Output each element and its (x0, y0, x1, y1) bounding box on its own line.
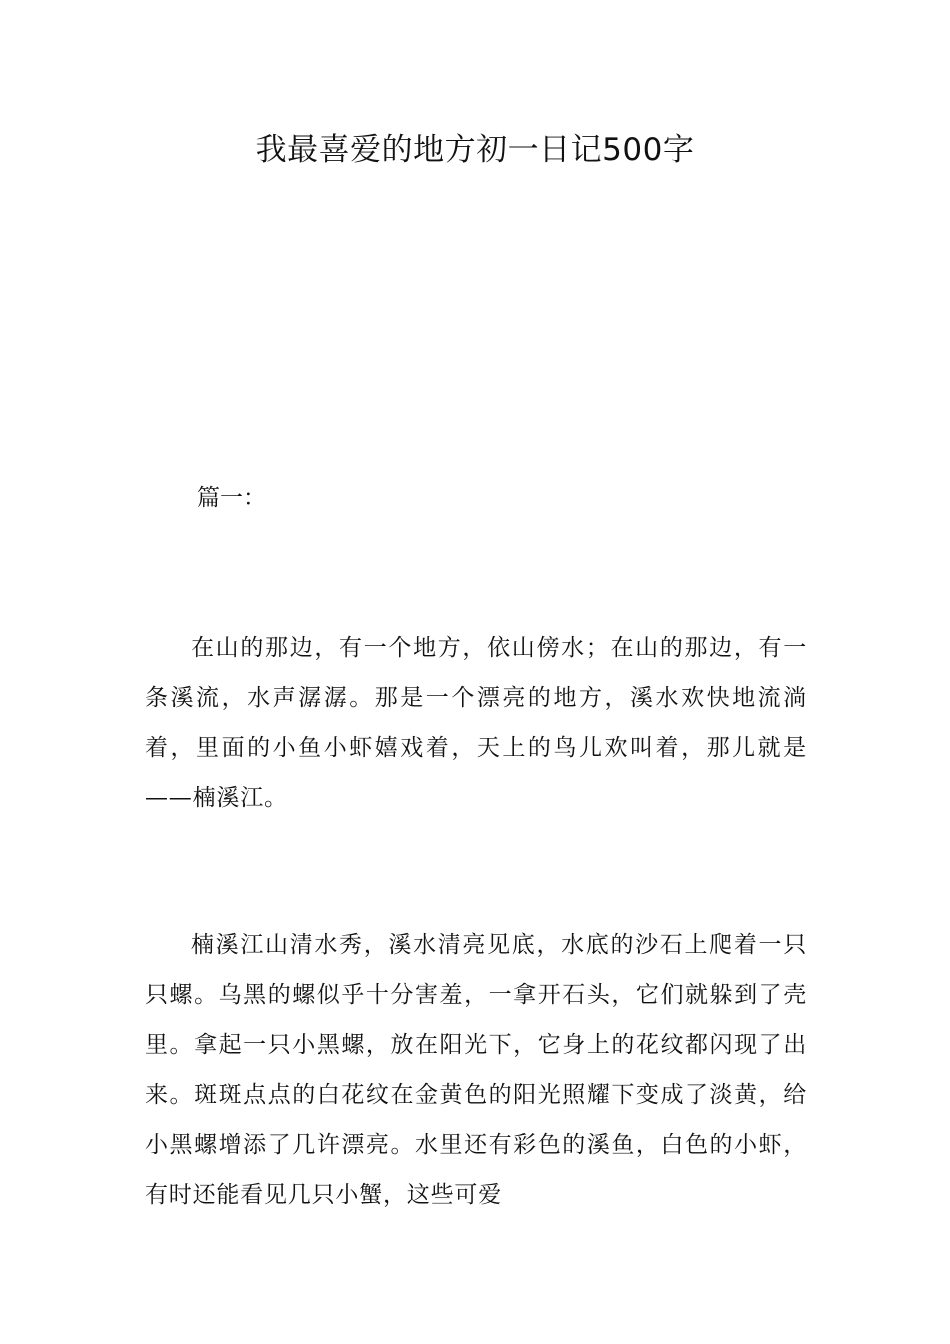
section-heading: 篇一： (197, 485, 266, 511)
paragraph-2: 楠溪江山清水秀，溪水清亮见底，水底的沙石上爬着一只只螺。乌黑的螺似乎十分害羞，一拿开石头，它们就躲到了壳里。拿起一只小黑螺，放在阳光下，它身上的花纹都闪现了出来。斑斑点点的白花纹在金黄色的阳光照耀下变成了淡黄，给小黑螺增添了几许漂亮。水里还有彩色的溪鱼，白色的小虾，有时还能看见几只小蟹，这些可爱 (145, 932, 807, 1208)
paragraph-1: 在山的那边，有一个地方，依山傍水；在山的那边，有一条溪流，水声潺潺。那是一个漂亮的地方，溪水欢快地流淌着，里面的小鱼小虾嬉戏着，天上的鸟儿欢叫着，那儿就是——楠溪江。 (145, 635, 807, 811)
document-title: 我最喜爱的地方初一日记500字 (255, 132, 695, 168)
